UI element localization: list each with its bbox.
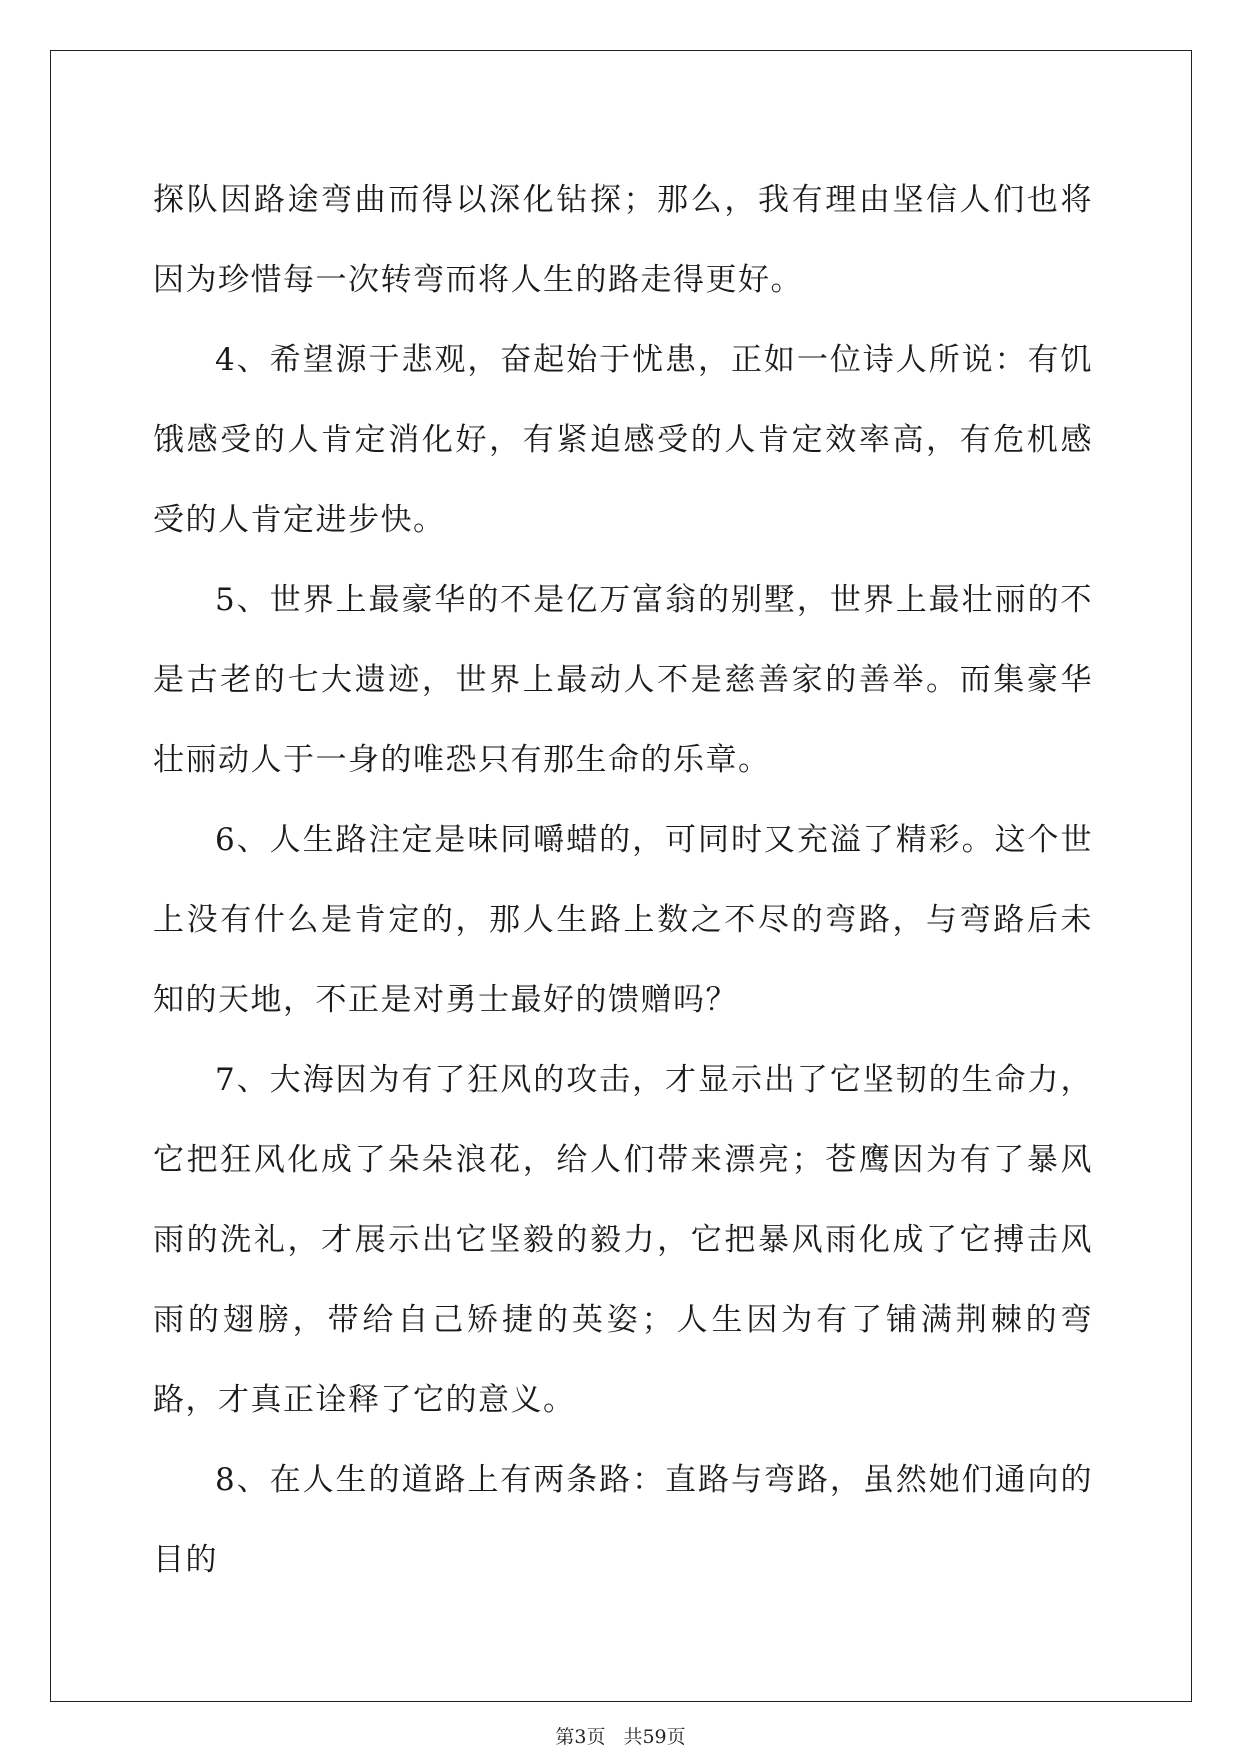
paragraph-6: 8、在人生的道路上有两条路：直路与弯路，虽然她们通向的目的: [153, 1462, 1093, 1578]
document-body: [153, 160, 1093, 1600]
paragraph-1: 探队因路途弯曲而得以深化钻探；那么，我有理由坚信人们也将因为珍惜每一次转弯而将人生的路走得更好。: [153, 182, 1093, 298]
paragraph-5: 7、大海因为有了狂风的攻击，才显示出了它坚韧的生命力，它把狂风化成了朵朵浪花，给人们带来漂亮；苍鹰因为有了暴风雨的洗礼，才展示出它坚毅的毅力，它把暴风雨化成了它搏击风雨的翅膀，带给自己矫捷的英姿；人生因为有了铺满荆棘的弯路，才真正诠释了它的意义。: [153, 1062, 1093, 1418]
page-number: 第3页: [555, 1726, 606, 1748]
page-footer: [0, 1722, 1241, 1749]
paragraph-3: 5、世界上最豪华的不是亿万富翁的别墅，世界上最壮丽的不是古老的七大遗迹，世界上最动人不是慈善家的善举。而集豪华壮丽动人于一身的唯恐只有那生命的乐章。: [153, 582, 1093, 778]
page-total: 共59页: [623, 1726, 686, 1748]
paragraph-4: 6、人生路注定是味同嚼蜡的，可同时又充溢了精彩。这个世上没有什么是肯定的，那人生路上数之不尽的弯路，与弯路后未知的天地，不正是对勇士最好的馈赠吗？: [153, 822, 1093, 1018]
paragraph-2: 4、希望源于悲观，奋起始于忧患，正如一位诗人所说：有饥饿感受的人肯定消化好，有紧迫感受的人肯定效率高，有危机感受的人肯定进步快。: [153, 342, 1093, 538]
